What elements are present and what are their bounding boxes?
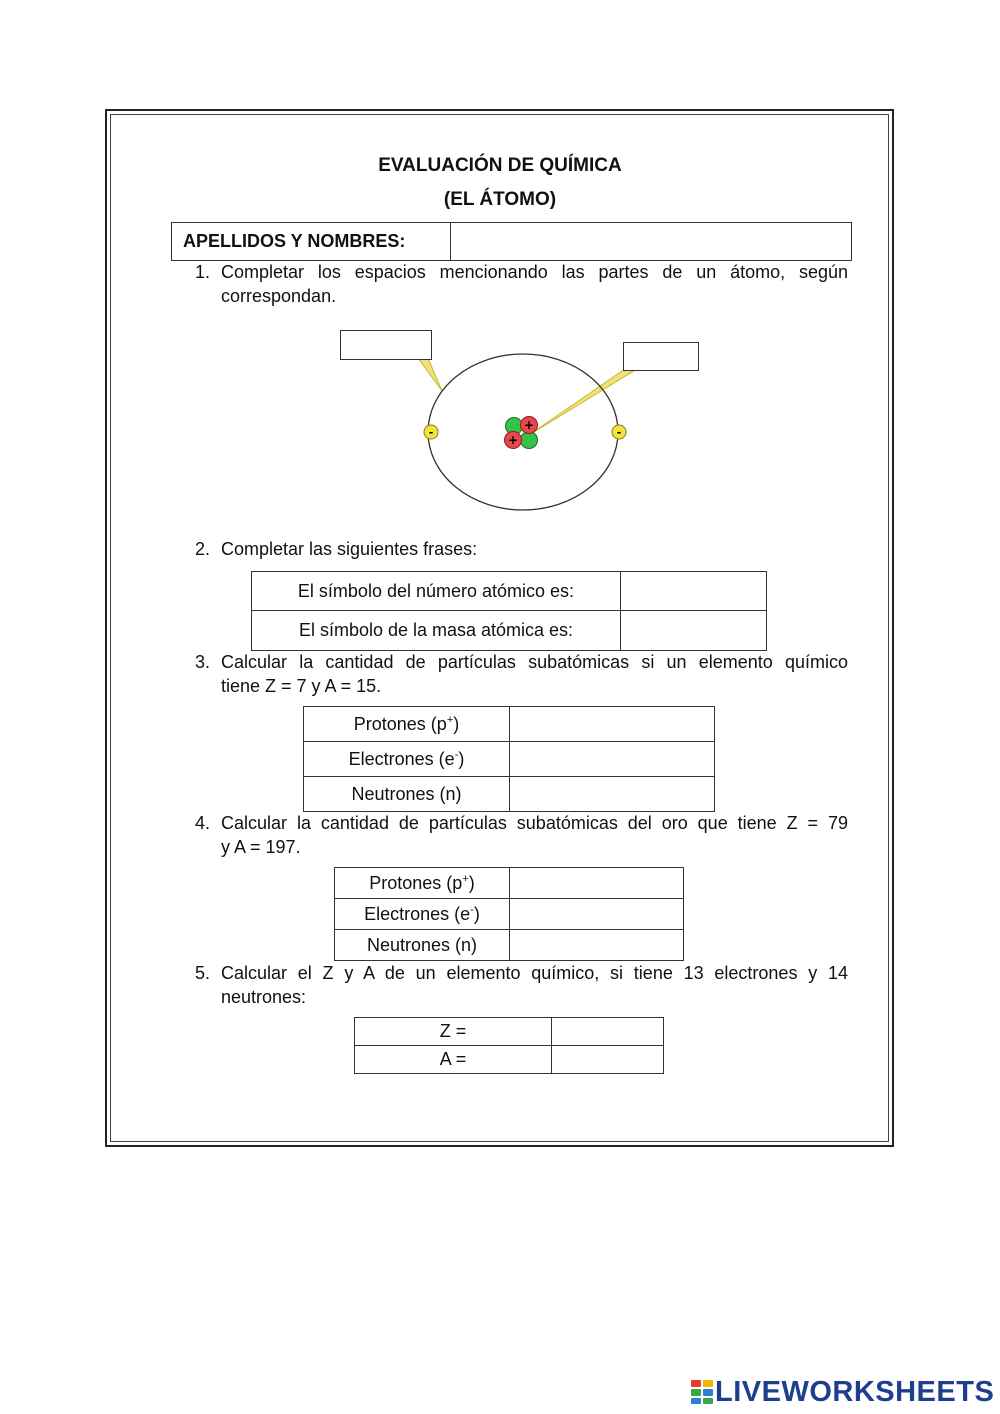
name-table: [171, 222, 852, 261]
logo-block: [703, 1389, 713, 1396]
q4-answer-input[interactable]: [510, 899, 684, 930]
question-3-number: 3.: [195, 652, 211, 672]
logo-block: [691, 1380, 701, 1387]
question-1-number: 1.: [195, 262, 211, 282]
particle-label: Electrones (e-): [304, 742, 510, 777]
particle-label: Electrones (e-): [335, 899, 510, 930]
question-3-table: [303, 706, 715, 812]
page-title: EVALUACIÓN DE QUÍMICA: [378, 155, 622, 176]
table-row: [304, 742, 715, 777]
proton-sign: +: [507, 433, 519, 447]
logo-block: [703, 1380, 713, 1387]
logo-icon: [691, 1380, 713, 1404]
electron-sign: -: [616, 426, 622, 439]
name-label: APELLIDOS Y NOMBRES:: [172, 223, 451, 261]
q3-answer-input[interactable]: [510, 742, 715, 777]
q3-answer-input[interactable]: [510, 777, 715, 812]
q5-answer-input[interactable]: [552, 1018, 664, 1046]
table-row: [355, 1018, 664, 1046]
question-4-number: 4.: [195, 813, 211, 833]
question-3: [195, 650, 850, 700]
nucleus: [505, 417, 538, 449]
question-4-text-line1: Calcular la cantidad de partículas subatómicas del oro que tiene Z = 79: [221, 813, 848, 833]
logo-block: [691, 1398, 701, 1404]
question-4-text-line2: y A = 197.: [221, 837, 301, 857]
table-row: [304, 707, 715, 742]
table-row: [335, 930, 684, 961]
table-row: [335, 899, 684, 930]
question-4: [195, 811, 850, 861]
question-3-text-line2: tiene Z = 7 y A = 15.: [221, 676, 382, 696]
table-row: [355, 1046, 664, 1074]
liveworksheets-logo[interactable]: [691, 1372, 994, 1412]
question-2-table: [251, 571, 767, 651]
atom-part-answer-right[interactable]: [623, 342, 699, 371]
question-5-number: 5.: [195, 963, 211, 983]
electron-orbit: [428, 354, 618, 510]
logo-block: [703, 1398, 713, 1404]
q2-answer-input[interactable]: [621, 572, 767, 611]
q3-answer-input[interactable]: [510, 707, 715, 742]
particle-label: Protones (p+): [304, 707, 510, 742]
question-1: [195, 260, 850, 310]
particle-label: Neutrones (n): [335, 930, 510, 961]
electron-sign: -: [428, 426, 434, 439]
q2-row-label: El símbolo de la masa atómica es:: [252, 611, 621, 651]
question-3-text-line1: Calcular la cantidad de partículas subatómicas si un elemento químico: [221, 652, 848, 672]
table-row: [252, 572, 767, 611]
q5-answer-input[interactable]: [552, 1046, 664, 1074]
particle-label: Protones (p+): [335, 868, 510, 899]
q2-row-label: El símbolo del número atómico es:: [252, 572, 621, 611]
proton-sign: +: [523, 418, 535, 432]
callout-pointer-left: [418, 358, 442, 391]
question-2-number: 2.: [195, 539, 211, 559]
question-5-table: [354, 1017, 664, 1074]
question-5-text-line2: neutrones:: [221, 987, 307, 1007]
logo-text: LIVEWORKSHEETS: [715, 1375, 995, 1408]
particle-label: Neutrones (n): [304, 777, 510, 812]
q5-row-label: Z =: [355, 1018, 552, 1046]
table-row: [335, 868, 684, 899]
question-2: [195, 537, 850, 561]
question-5-text-line1: Calcular el Z y A de un elemento químico, si tiene 13 electrones y 14: [221, 963, 848, 983]
q2-answer-input[interactable]: [621, 611, 767, 651]
page-subtitle: (EL ÁTOMO): [443, 189, 557, 210]
table-row: [304, 777, 715, 812]
question-1-text-line2: correspondan.: [221, 286, 337, 306]
q4-answer-input[interactable]: [510, 930, 684, 961]
question-4-table: [334, 867, 684, 961]
question-2-text: Completar las siguientes frases:: [221, 539, 478, 559]
neutron: [521, 432, 538, 449]
logo-block: [691, 1389, 701, 1396]
name-input[interactable]: [451, 223, 852, 261]
question-1-text-line1: Completar los espacios mencionando las partes de un átomo, según: [221, 262, 848, 282]
q4-answer-input[interactable]: [510, 868, 684, 899]
table-row: [252, 611, 767, 651]
atom-part-answer-left[interactable]: [340, 330, 432, 360]
question-5: [195, 961, 850, 1011]
q5-row-label: A =: [355, 1046, 552, 1074]
